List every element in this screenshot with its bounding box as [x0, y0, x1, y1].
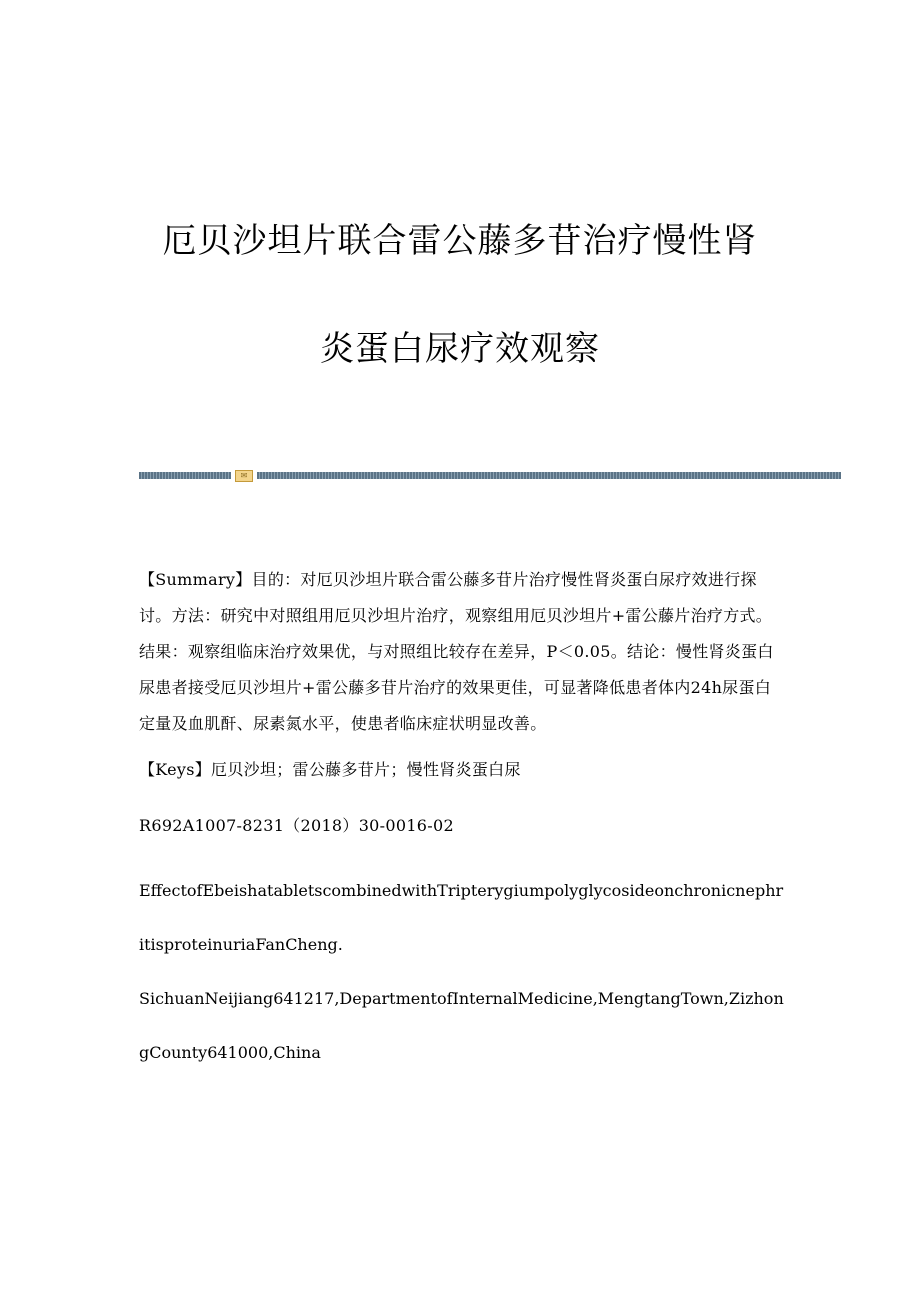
classification-code: R692A1007-8231（2018）30-0016-02	[139, 816, 454, 835]
english-affiliation-paragraph: SichuanNeijiang641217,DepartmentofInternalMedicine,MengtangTown,ZizhongCounty641000,China	[139, 989, 784, 1062]
keywords-paragraph: 【Keys】厄贝沙坦；雷公藤多苷片；慢性肾炎蛋白尿	[139, 760, 521, 779]
divider-bar-right	[257, 472, 841, 479]
document-title	[0, 212, 920, 378]
title-line-1: 厄贝沙坦片联合雷公藤多苷治疗慢性肾	[162, 221, 758, 261]
english-title-paragraph: EffectofEbeishatabletscombinedwithTripterygiumpolyglycosideonchronicnephritisproteinuriaFanCheng.	[139, 881, 784, 954]
title-divider	[139, 470, 841, 482]
divider-bar-left	[139, 472, 231, 479]
document-body	[139, 562, 784, 1080]
title-line-2: 炎蛋白尿疗效观察	[320, 329, 600, 369]
summary-paragraph: 【Summary】目的：对厄贝沙坦片联合雷公藤多苷片治疗慢性肾炎蛋白尿疗效进行探讨。方法：研究中对照组用厄贝沙坦片治疗，观察组用厄贝沙坦片+雷公藤片治疗方式。结果：观察组临床治疗效果优，与对照组比较存在差异，P＜0.05。结论：慢性肾炎蛋白尿患者接受厄贝沙坦片+雷公藤多苷片治疗的效果更佳，可显著降低患者体内24h尿蛋白定量及血肌酐、尿素氮水平，使患者临床症状明显改善。	[139, 570, 774, 733]
envelope-icon: ✉	[235, 470, 253, 482]
